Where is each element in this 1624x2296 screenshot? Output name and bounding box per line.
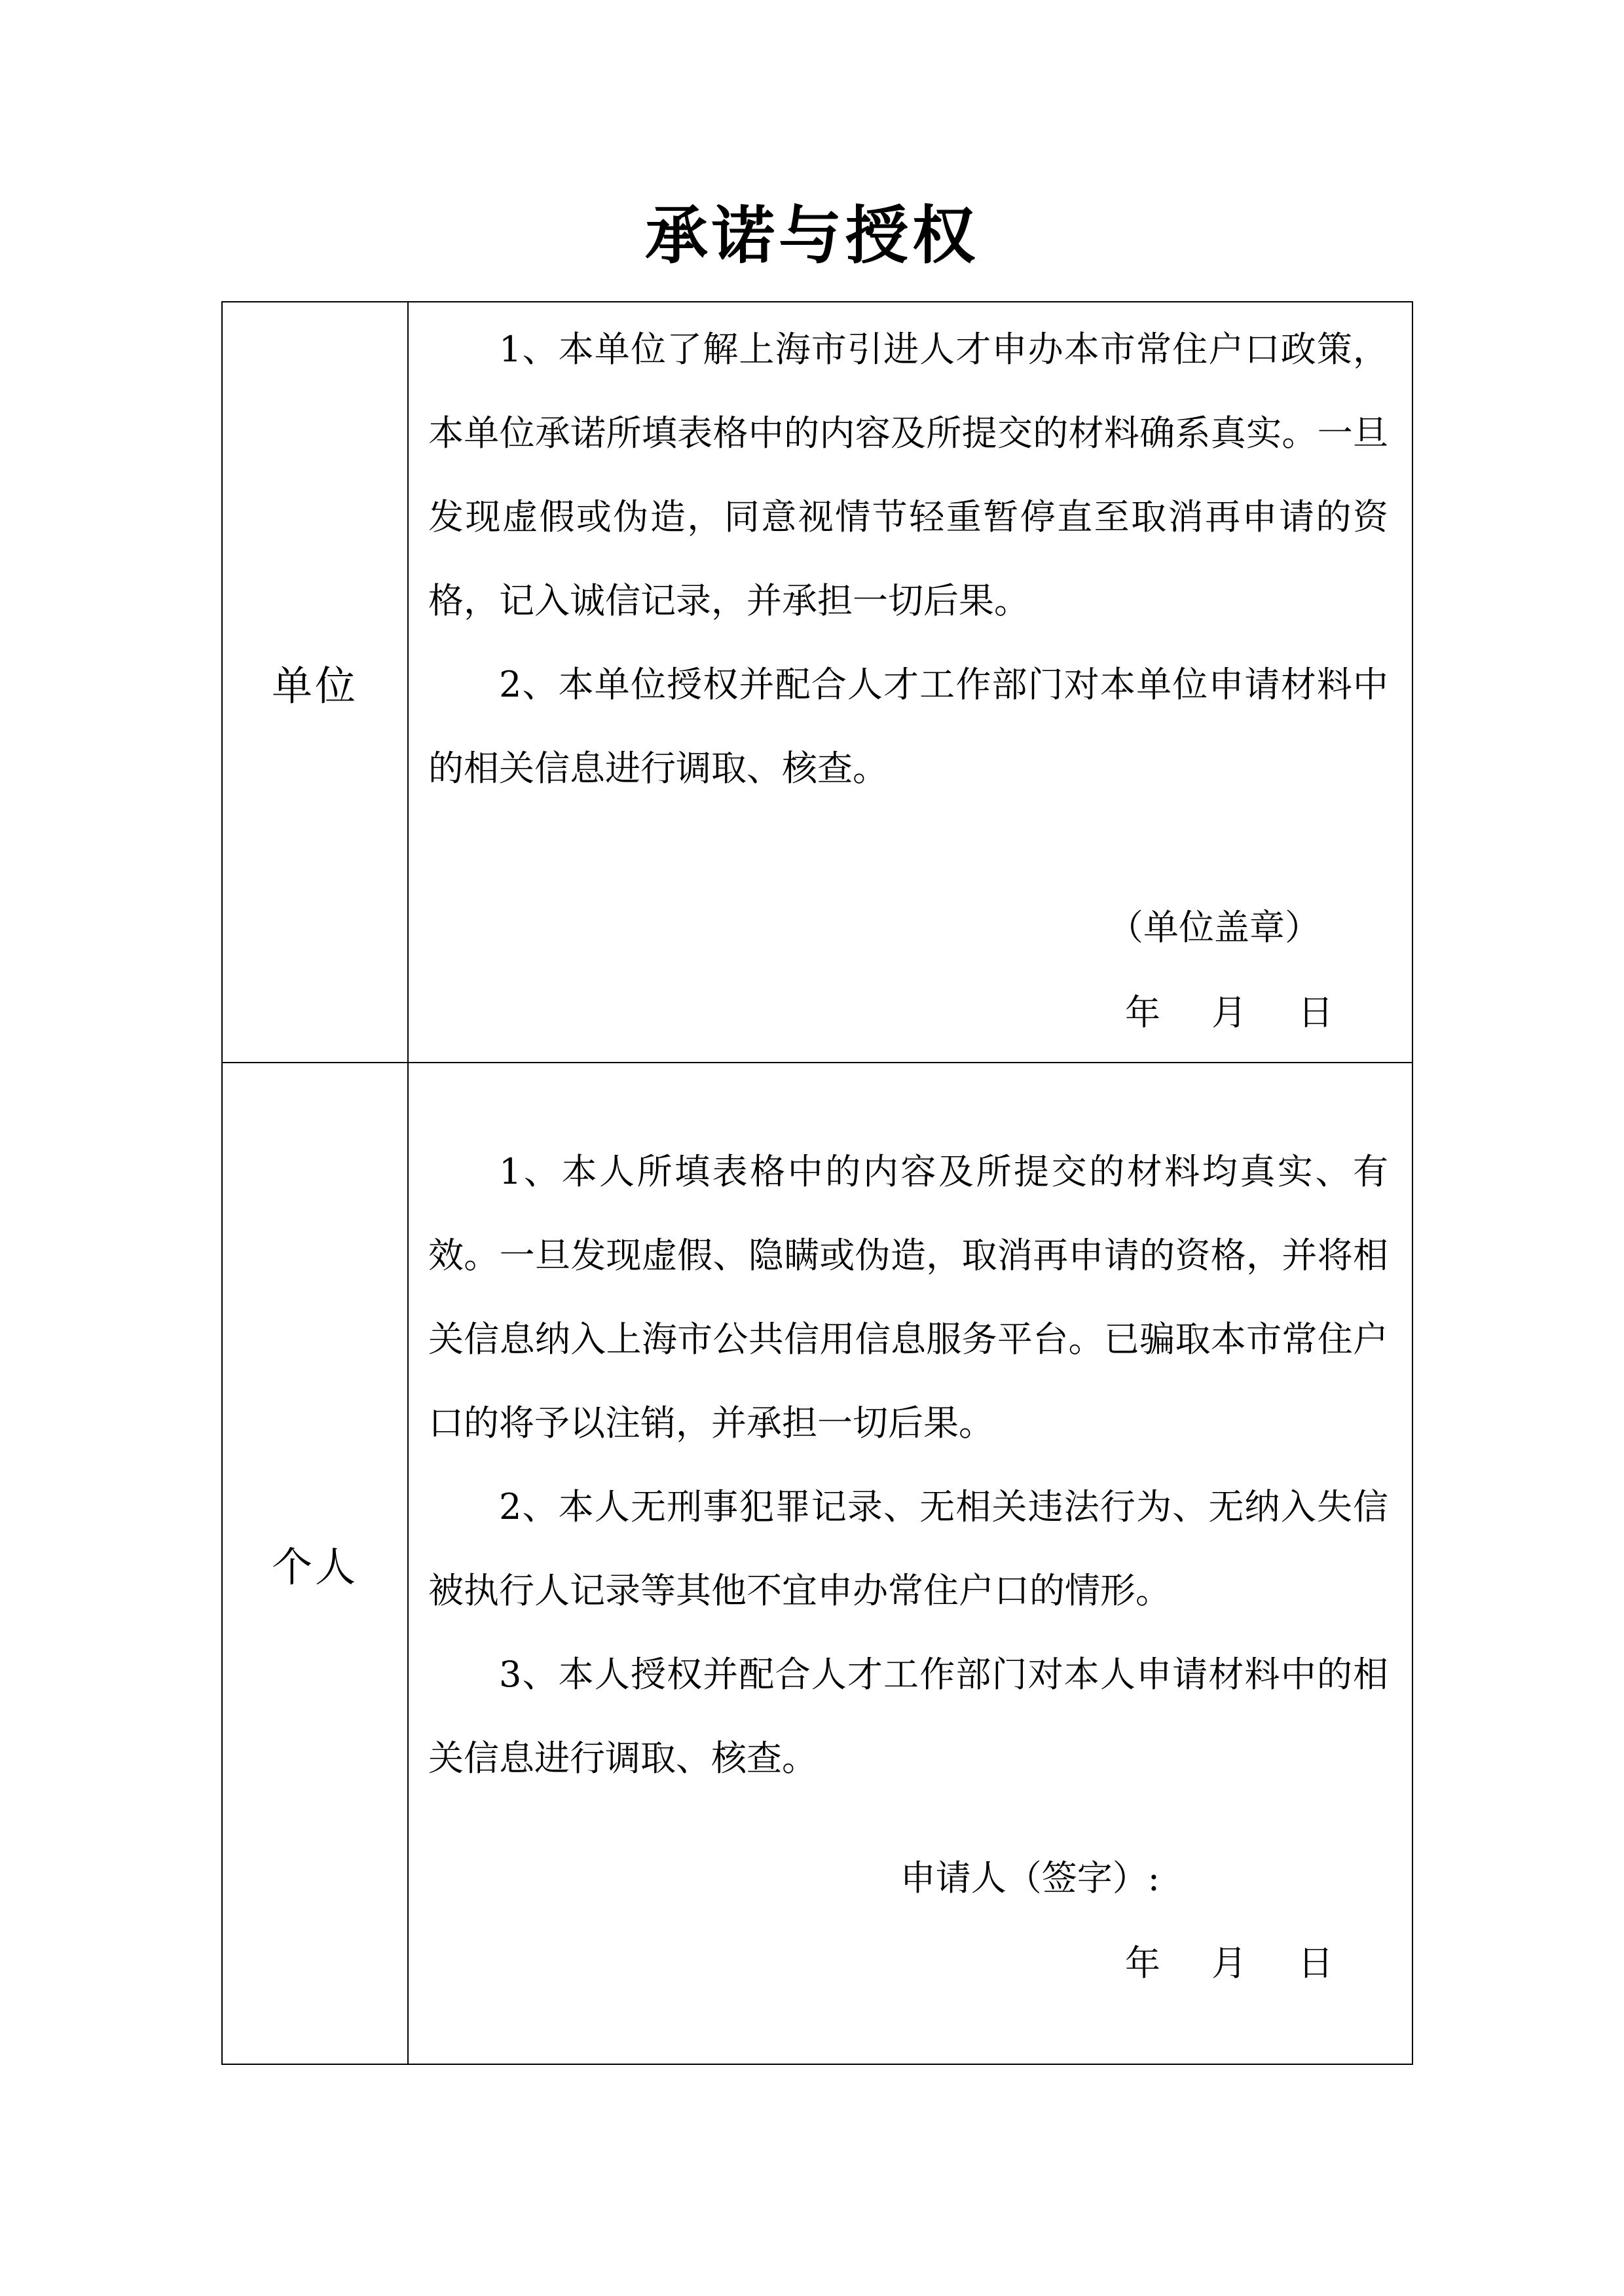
person-content xyxy=(408,1063,1412,2064)
unit-seal-label: （单位盖章） xyxy=(1108,907,1320,948)
unit-date-day: 日 xyxy=(1298,992,1333,1033)
person-statement xyxy=(409,1063,1412,1800)
unit-content xyxy=(408,302,1412,1063)
person-date-month: 月 xyxy=(1211,1942,1247,1984)
unit-paragraph-2: 2、本单位授权并配合人才工作部门对本单位申请材料中的相关信息进行调取、核查。 xyxy=(428,664,1388,789)
person-paragraph-1: 1、本人所填表格中的内容及所提交的材料均真实、有效。一旦发现虚假、隐瞒或伪造，取消再申请的资格，并将相关信息纳入上海市公共信用信息服务平台。已骗取本市常住户口的将予以注销，并承担一切后果。 xyxy=(428,1151,1388,1444)
person-paragraph-2: 2、本人无刑事犯罪记录、无相关违法行为、无纳入失信被执行人记录等其他不宜申办常住户口的情形。 xyxy=(428,1486,1388,1611)
person-date-line xyxy=(1125,1937,1333,1990)
unit-row xyxy=(222,302,1412,1063)
commitment-table xyxy=(221,301,1413,2065)
applicant-signature-label: 申请人（签字）: xyxy=(900,1857,1160,1899)
unit-statement xyxy=(409,302,1412,811)
person-date-year: 年 xyxy=(1125,1942,1160,1984)
person-paragraph-3: 3、本人授权并配合人才工作部门对本人申请材料中的相关信息进行调取、核查。 xyxy=(428,1654,1388,1779)
unit-date-line xyxy=(1125,987,1333,1039)
person-label: 个人 xyxy=(222,1063,408,2064)
person-row xyxy=(222,1063,1412,2064)
unit-date-month: 月 xyxy=(1211,992,1247,1033)
unit-date-year: 年 xyxy=(1125,992,1160,1033)
person-date-day: 日 xyxy=(1298,1942,1333,1984)
page-title: 承诺与授权 xyxy=(645,198,979,272)
unit-paragraph-1: 1、本单位了解上海市引进人才申办本市常住户口政策，本单位承诺所填表格中的内容及所提交的材料确系真实。一旦发现虚假或伪造，同意视情节轻重暂停直至取消再申请的资格，记入诚信记录，并承担一切后果。 xyxy=(428,329,1388,621)
unit-label: 单位 xyxy=(222,302,408,1063)
